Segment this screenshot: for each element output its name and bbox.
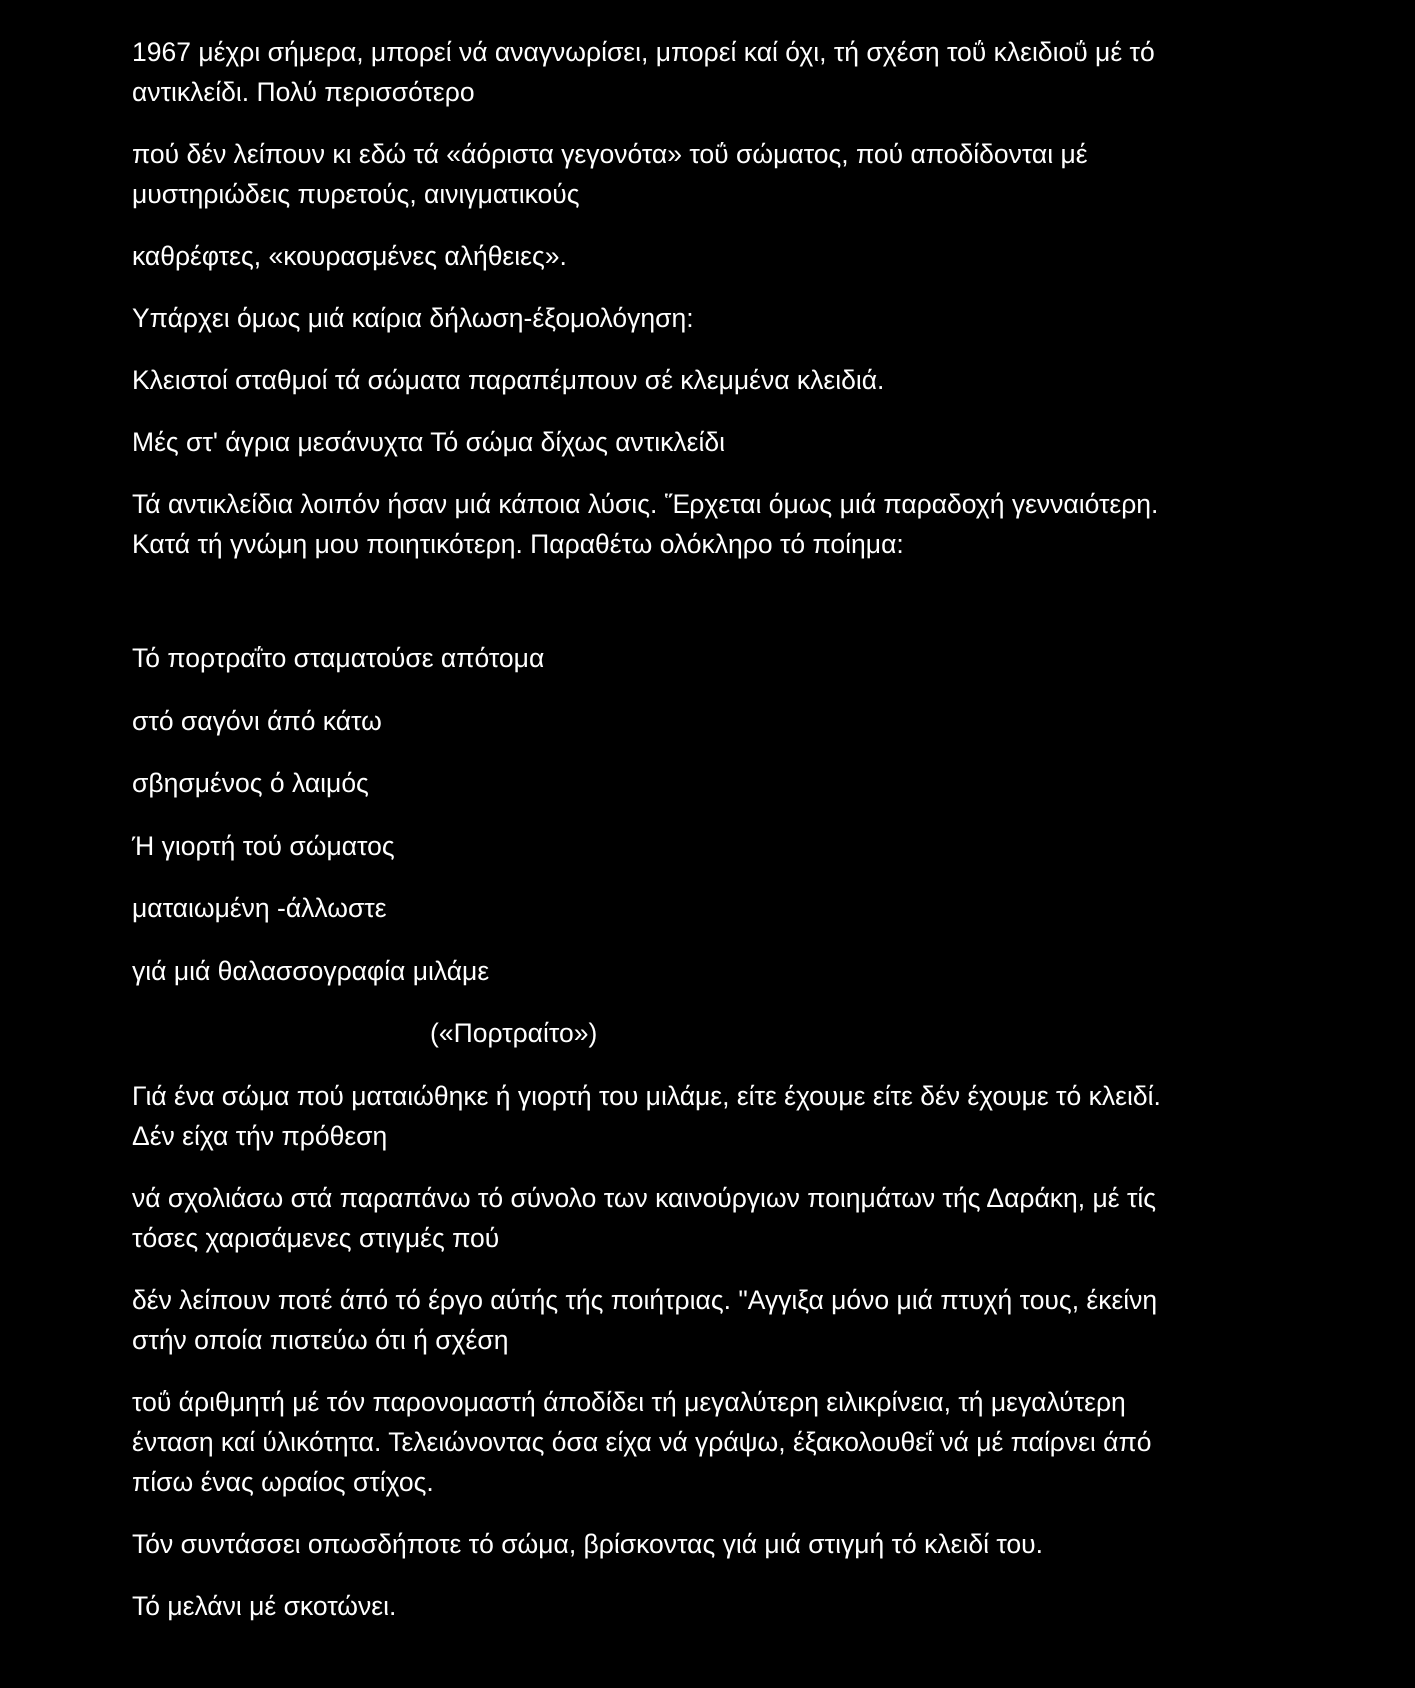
text-line: Τόν συντάσσει οπωσδήποτε τό σώμα, βρίσκοντας γιά μιά στιγμή τό κλειδί του.	[132, 1528, 1044, 1559]
paragraph	[132, 1280, 1292, 1360]
paragraph	[132, 1178, 1292, 1258]
quoted-verse	[132, 360, 1292, 400]
text-line: 1967 μέχρι σήμερα, μπορεί νά αναγνωρίσει, μπορεί καί όχι, τή σχέση τοΰ κλειδιοΰ μέ τό	[132, 37, 1155, 67]
text-line: Μές στ' άγρια μεσάνυχτα Τό σώμα δίχως αντικλείδι	[132, 427, 725, 457]
text-line: αντικλείδι. Πολύ περισσότερο	[132, 77, 475, 107]
paragraph	[132, 236, 1292, 276]
text-line: πίσω ένας ωραίος στίχος.	[132, 1466, 434, 1497]
text-line: Δέν είχα τήν πρόθεση	[132, 1120, 388, 1151]
quoted-verse	[132, 1524, 1292, 1564]
text-line: δέν λείπουν ποτέ άπό τό έργο αύτής τής ποιήτριας. "Αγγιξα μόνο μιά πτυχή τους, έκείνη	[132, 1284, 1158, 1315]
text-line: στήν οποία πιστεύω ότι ή σχέση	[132, 1324, 509, 1355]
text-line: πού δέν λείπουν κι εδώ τά «άόριστα γεγονότα» τοΰ σώματος, πού αποδίδονται μέ	[132, 139, 1088, 169]
poem-line: γιά μιά θαλασσογραφία μιλάμε	[132, 955, 490, 986]
text-line: καθρέφτες, «κουρασμένες αλήθειες».	[132, 241, 567, 271]
paragraph	[132, 298, 1292, 338]
quoted-verse	[132, 1586, 1292, 1626]
paragraph	[132, 32, 1292, 112]
text-line: Υπάρχει όμως μιά καίρια δήλωση-έξομολόγηση:	[132, 303, 694, 333]
text-line: Τό μελάνι μέ σκοτώνει.	[132, 1590, 397, 1621]
paragraph	[132, 1076, 1292, 1156]
quoted-verse	[132, 422, 1292, 462]
poem-title: («Πορτραίτο»)	[430, 1018, 598, 1048]
poem-line: στό σαγόνι άπό κάτω	[132, 705, 382, 736]
paragraph	[132, 134, 1292, 214]
poem-line: Τό πορτραΐτο σταματούσε απότομα	[132, 643, 545, 673]
text-line: νά σχολιάσω στά παραπάνω τό σύνολο των καινούργιων ποιημάτων τής Δαράκη, μέ τίς	[132, 1182, 1157, 1213]
text-line: Κλειστοί σταθμοί τά σώματα παραπέμπουν σέ κλεμμένα κλειδιά.	[132, 365, 885, 395]
text-line: ένταση καί ύλικότητα. Τελειώνοντας όσα είχα νά γράψω, έξακολουθεΐ νά μέ παίρνει άπό	[132, 1426, 1152, 1457]
text-line: Τά αντικλείδια λοιπόν ήσαν μιά κάποια λύσις. Ἕρχεται όμως μιά παραδοχή γενναιότερη.	[132, 489, 1159, 519]
text-line: τόσες χαρισάμενες στιγμές πού	[132, 1222, 500, 1253]
poem-line: ματαιωμένη -άλλωστε	[132, 893, 387, 923]
poem	[132, 638, 1292, 1053]
paragraphs-before-poem	[132, 32, 1292, 564]
poem-line: Ή γιορτή τού σώματος	[132, 830, 395, 861]
text-line: Κατά τή γνώμη μου ποιητικότερη. Παραθέτω ολόκληρο τό ποίημα:	[132, 529, 904, 559]
poem-line: σβησμένος ό λαιμός	[132, 768, 369, 798]
text-line: μυστηριώδεις πυρετούς, αινιγματικούς	[132, 179, 580, 209]
paragraph	[132, 1382, 1292, 1502]
paragraphs-after-poem	[132, 1076, 1292, 1626]
spacer	[132, 586, 1292, 638]
text-line: τοΰ άριθμητή μέ τόν παρονομαστή άποδίδει τή μεγαλύτερη ειλικρίνεια, τή μεγαλύτερη	[132, 1386, 1126, 1417]
document-page	[132, 32, 1292, 1648]
paragraph	[132, 484, 1292, 564]
text-line: Γιά ένα σώμα πού ματαιώθηκε ή γιορτή του μιλάμε, είτε έχουμε είτε δέν έχουμε τό κλειδί.	[132, 1080, 1161, 1111]
